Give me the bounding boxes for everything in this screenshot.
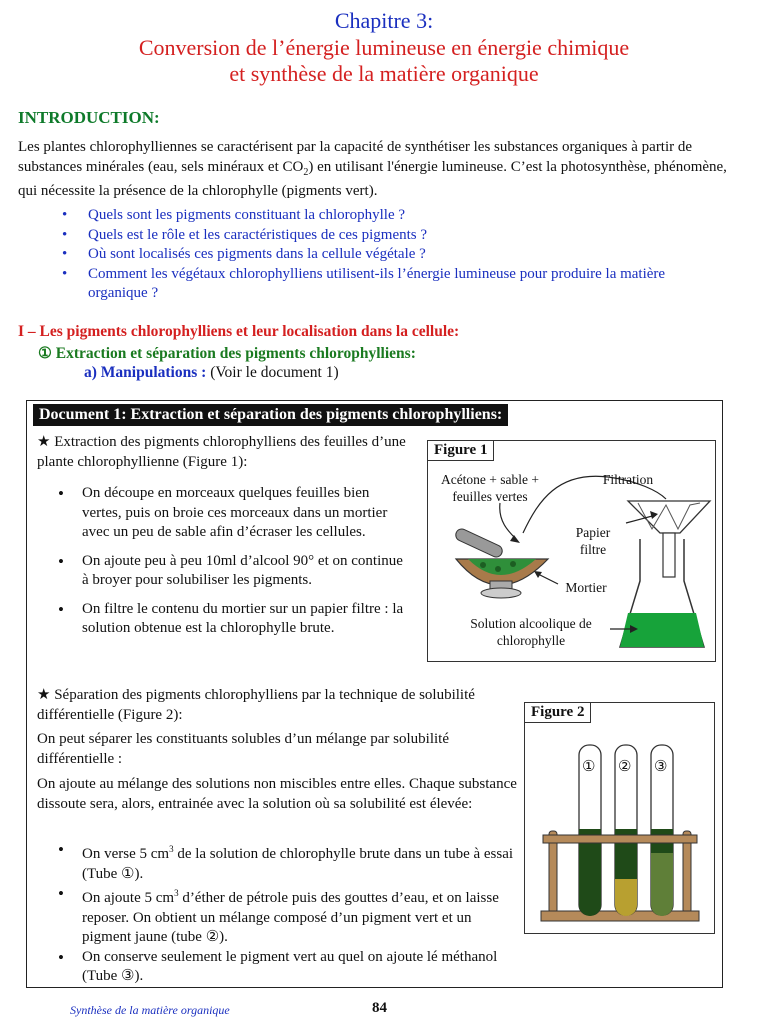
subsection-title: ① Extraction et séparation des pigments chlorophylliens: bbox=[38, 345, 416, 362]
separation-step: • On verse 5 $cm^3$ de la solution de chlorophylle brute dans un tube à essai (Tube ①). bbox=[58, 840, 520, 884]
filter-paper-label: Papier filtre bbox=[575, 525, 611, 557]
chapter-title-line1: Conversion de l’énergie lumineuse en énergie chimique bbox=[138, 35, 630, 60]
separation-paragraph-2: On ajoute au mélange des solutions non miscibles entre elles. Chaque substance dissoute sera, alors, entrainée avec la solution où sa solubilité est élevée: bbox=[37, 776, 517, 812]
extraction-step: • On filtre le contenu du mortier sur un papier filtre : la solution obtenue est la chlorophylle brute. bbox=[58, 600, 408, 639]
tube-1-number: ① bbox=[582, 759, 596, 775]
footer-title: Synthèse de la matière organique bbox=[70, 1003, 230, 1017]
separation-step: • On ajoute 5 $cm^3$ d’éther de pétrole puis des gouttes d’eau, et on laisse reposer. On obtient un mélange composé d’un pigment vert et un pigment jaune (tube ②). bbox=[58, 884, 520, 948]
separation-step: • On conserve seulement le pigment vert au quel on ajoute lé méthanol (Tube ③). bbox=[58, 948, 520, 987]
document-1-heading: Document 1: Extraction et séparation des pigments chlorophylliens: bbox=[33, 404, 508, 426]
funnel-icon bbox=[628, 501, 710, 533]
extraction-step: • On ajoute peu à peu 10ml d’alcool 90° et on continue à broyer pour solubiliser les pigments. bbox=[58, 552, 408, 591]
figure-1 bbox=[427, 440, 716, 662]
solution-label: Solution alcoolique de chlorophylle bbox=[470, 616, 592, 648]
question-item: • Quels sont les pigments constituant la chlorophylle ? bbox=[58, 206, 718, 226]
question-item: • Quels est le rôle et les caractéristiques de ces pigments ? bbox=[58, 226, 718, 246]
tube-2-number: ② bbox=[618, 759, 632, 775]
figure-2-label: Figure 2 bbox=[524, 702, 591, 723]
mortar-label: Mortier bbox=[565, 580, 607, 595]
separation-steps bbox=[58, 840, 520, 987]
chapter-number: Chapitre 3: bbox=[334, 8, 434, 33]
extraction-step: • On découpe en morceaux quelques feuilles bien vertes, puis on broie ces morceaux dans un mortier avec un peu de sable afin d’écraser les cellules. bbox=[58, 484, 408, 543]
section-title: I – Les pigments chlorophylliens et leur localisation dans la cellule: bbox=[18, 323, 460, 340]
separation-paragraph-1: On peut séparer les constituants solubles d’un mélange par solubilité différentielle : bbox=[37, 731, 449, 767]
filtration-label: Filtration bbox=[602, 472, 654, 487]
extraction-intro: ★ Extraction des pigments chlorophylliens des feuilles d’une plante chlorophyllienne (Figure 1): bbox=[37, 434, 406, 470]
introduction-heading: INTRODUCTION: bbox=[18, 108, 160, 127]
question-item: • Comment les végétaux chlorophylliens utilisent-ils l’énergie lumineuse pour produire la matière organique ? bbox=[58, 265, 718, 304]
reagents-label: Acétone + sable + feuilles vertes bbox=[440, 472, 540, 504]
question-item: • Où sont localisés ces pigments dans la cellule végétale ? bbox=[58, 245, 718, 265]
chapter-title-line2: et synthèse de la matière organique bbox=[229, 61, 539, 86]
manipulations-heading: a) Manipulations : (Voir le document 1) bbox=[84, 364, 339, 381]
page-number: 84 bbox=[372, 1000, 387, 1016]
question-list bbox=[58, 206, 718, 304]
extraction-steps bbox=[58, 484, 408, 648]
separation-intro: ★ Séparation des pigments chlorophylliens par la technique de solubilité différentielle (Figure 2): bbox=[37, 687, 475, 723]
figure-2 bbox=[524, 702, 715, 934]
figure-2-illustration bbox=[525, 703, 713, 932]
tube-3-number: ③ bbox=[654, 759, 668, 775]
introduction-paragraph: Les plantes chlorophylliennes se caractérisent par la capacité de synthétiser les substances organiques à partir de substances minérales (eau, sels minéraux et $CO_2$) en utilisant l'énergie lumineuse. C’est la photosynthèse, phénomène, qui nécessite la présence de la chlorophylle (pigments vert). bbox=[18, 139, 727, 199]
figure-1-label: Figure 1 bbox=[427, 440, 494, 461]
